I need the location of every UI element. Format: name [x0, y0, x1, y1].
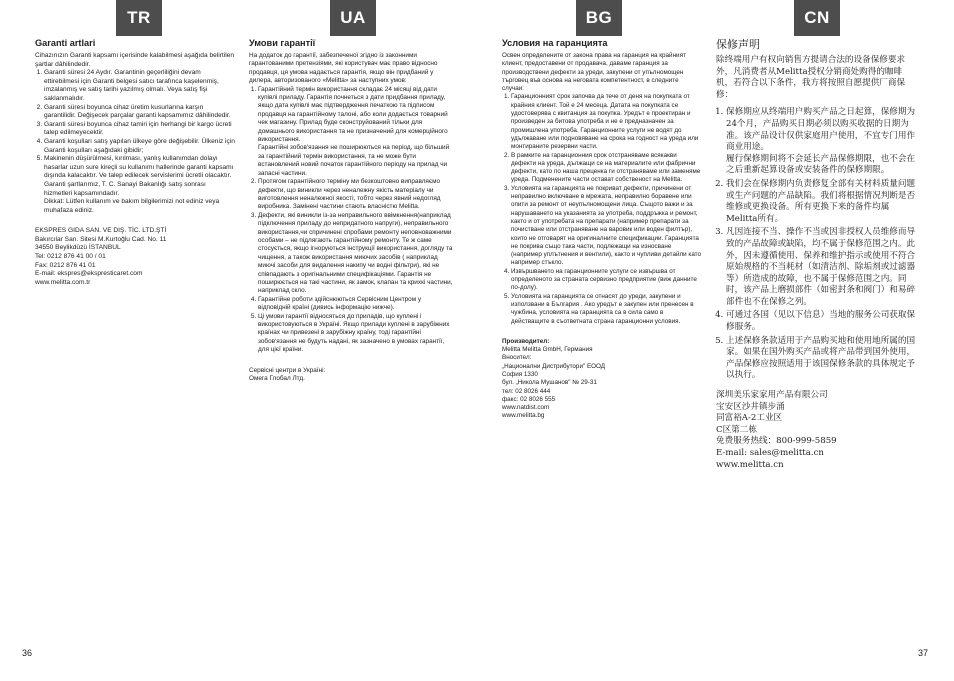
ua-service-name: Омега Глобал Лтд. [249, 375, 305, 383]
tr-intro: Cihazınızın Garanti kapsamı içerisinde kalabilmesi aşağıda belirtilen şartlar dâhilindedir. [35, 52, 235, 68]
cn-contact-line: 免费服务热线：800-999-5859 [716, 436, 837, 447]
ua-intro: На додаток до гарантії, забезпеченої згідно із законними гарантованими претензіями, які користувач має право відносно продавця, ця умова надається гарантія, якщо він придбаний у дилера, авторизованого «Melitta» за наступних умов: [249, 52, 438, 85]
bg-contact-line: факс: 02 8026 555 [502, 395, 556, 403]
cn-column [716, 38, 916, 471]
ua-service-label: Сервісні центри в Україні: [249, 366, 326, 374]
bg-producer-label: Производител: [502, 337, 550, 345]
list-item: 2. 我们会在保修期内负责修复全部有关材料质量问题或生产问题的产品缺陷。我们将根据情况判断是否维修或更换设备。所有更换下来的备件均属Melitta所有。 [726, 179, 916, 225]
list-item: 1. Гаранционният срок започва да тече от деня на покупката от крайния клиент. Той е 24 месеца. Датата на покупката се удостоверява с квитанция за покупка. Уредът е проектиран и произведен за битова употреба и не е предназначен за промишлена употреба. Гаранционните услуги не водят до удължаване или подновяване на срока на годност на уреда или монтираните резервни части. [511, 93, 702, 151]
tr-contact-line: EKSPRES GIDA SAN. VE DIŞ. TİC. LTD.ŞTİ [35, 227, 167, 235]
page-number-right: 37 [918, 648, 929, 658]
list-item: 4. Garanti koşulları satış yapılan ülkeye göre değişebilir. Ülkeniz için Garanti koşulları aşağıdaki gibidir; [44, 138, 235, 155]
cn-contact-line: 深圳美乐家家用产品有限公司 [716, 390, 828, 401]
tr-list [35, 69, 235, 181]
cn-contact-line: 宝安区沙井镇步涌 [716, 401, 785, 412]
bg-intro: Освен определените от закона права на гаранция на крайният клиент, предоставени от продавача, даваме гаранция за производствени дефекти за уреди, закупени от упълномощен търговец във основа на неговата компетентност, в следните случаи: [502, 52, 686, 93]
bg-importer-label: Вносител: [502, 354, 532, 362]
tr-column [35, 38, 235, 287]
list-item: 2. В рамките на гаранционния срок отстраняваме всякакви дефекти на уреда, дължащи се на материалите или фабрични дефекти, като по наша преценка ги отстраняваме или заменяме уреда. Подменените части остават собственост на Melitta. [511, 152, 702, 185]
tab-tr: TR [116, 0, 162, 36]
tab-cn: CN [794, 0, 840, 36]
list-item: 5. Условията на гаранцията се отнасят до уреди, закупени и използвани в България . Ако уредът е закупен или пренесен в чужбина, условията на гаранцията са в сила само в действащите в съответната страна гаранционни условия. [511, 293, 702, 326]
tr-contact-line: Tel: 0212 876 41 00 / 01 [35, 253, 106, 261]
list-item [726, 107, 916, 177]
cn-intro: 除终端用户有权向销售方提请合法的设备保修要求外，凡消费者从Melitta授权分销商处购得的咖啡机，若符合以下条件，我方将按照自愿提供厂商保修： [716, 55, 906, 100]
tr-contact-line: E-mail: ekspres@ekspresticaret.com [35, 270, 143, 278]
list-item: 5. 上述保修条款适用于产品购买地和使用地所属的国家。如果在国外购买产品或将产品带到国外使用，产品保修应按照适用于该国保修条款的具体规定予以执行。 [726, 336, 916, 382]
list-item: 3. 凡因连接不当、操作不当或因非授权人员维修而导致的产品故障或缺陷，均不属于保修范围之内。此外，因未遵循使用、保养和维护指示或使用不符合原始规格的不当耗材（如清洁剂、除垢剂或过滤器等）所造成的故障，也不属于保修范围之内。同时，该产品上磨损部件（如密封条和阀门）和易碎部件也不在保修之列。 [726, 227, 916, 308]
tab-bg: BG [576, 0, 622, 36]
tr-contact-line: Fax: 0212 876 41 01 [35, 261, 96, 269]
list-item: 4. Извършването на гаранционните услуги се извършва от определеното за страната сервизно предприятие (виж данните по-долу). [511, 268, 702, 293]
bg-list [502, 93, 702, 325]
cn-item-1b: 履行保修期间将不会延长产品保修期限，也不会在之后重新起算设备或安装备件的保修期限。 [726, 153, 916, 176]
bg-title: Условия на гаранцията [502, 38, 608, 48]
list-item: 3. Дефекти, які виникли із-за неправильного ввімкнення(наприклад підключення приладу до непридатного напруги), неправильного використання,чи спричинені спробами ремонту неповноважними особами – не підлягають гарантійному ремонту. Те ж саме стосується, якщо ігноруються інструкції використання, догляду та чищення, а також використання миючих засобів ( наприклад миючі засоби для видалення накипу чи водні фільтри), які не співпадають з оригінальними специфікаціями. Гарантія не поширюється на такі частини, як замок, клапан та крихкі частини, наприклад скло. [258, 212, 453, 296]
cn-item-1: 保修期应从终端用户购买产品之日起算，保修期为24个月，产品购买日期必须以购买收据的日期为准。该产品设计仅供家庭用户使用，不宜专门用作商业用途。 [726, 107, 916, 153]
list-item: 1. Гарантійний термін використання складає 24 місяці від дати купівлі приладу. Гарантія почнеться з дати придбання приладу, якщо дата купівлі має підтвердження печаткою та підписом продавця на гарантійному талоні, або коли додається товарний чек магазину. Прилад буде сконструйований тільки для домашнього використання та не призначений для комерційного використання. Гарантійні зобов'язання не поширюються на період, що більший за гарантійний термін використання, та не може бути встановлений новий початок гарантійного періоду на прилад чи запасні частини. [258, 86, 453, 178]
cn-contact-line: 同富裕A-2工业区 [716, 413, 783, 424]
bg-contact-line: www.melitta.bg [502, 412, 545, 420]
cn-contact-line: C区第二栋 [716, 424, 757, 435]
bg-contact-line: www.natdist.com [502, 404, 550, 412]
bg-producer: Melitta Melitta GmbH, Германия [502, 346, 593, 354]
list-item: 2. Протягом гарантійного терміну ми безкоштовно виправляємо дефекти, що виникли через неналежну якість матеріалу чи виготовлення неналежної якості, тобто через явний недогляд виробника. Замінені частини стають власністю Melitta. [258, 178, 453, 212]
tab-ua: UA [330, 0, 376, 36]
ua-column [249, 38, 453, 383]
list-item: 5. Ці умови гарантії відносяться до приладів, що куплені і використовуються в Україні. Якщо прилади куплені в зарубіжних країнах чи привезені в зарубіжну країну, тоді гарантійні зобов'язання не будуть надані, як зазначено в умовах гарантії, для цієї країни. [258, 313, 453, 355]
list-item: 4. 可通过各国（见以下信息）当地的服务公司获取保修服务。 [726, 310, 916, 333]
cn-contact-line: www.melitta.cn [716, 459, 784, 470]
tr-contact-line: Bakırcılar San. Sitesi M.Kurtoğlu Cad. No. 11 [35, 235, 167, 243]
cn-title: 保修声明 [716, 38, 760, 51]
tr-warning: Dikkat: Lütfen kullanım ve bakım bilgilerimizi not ediniz veya muhafaza ediniz. [44, 198, 220, 214]
bg-contact-line: тел: 02 8026 444 [502, 387, 551, 395]
list-item: 1. Garanti süresi 24 Aydır. Garantinin geçerliliğini devam ettirebilmesi için Garanti belgesi satıcı tarafınca kaşelenmiş, imzalanmış ve satış tarihi yazılmış olmalı. Veya satış fişi saklanmalıdır. [44, 69, 235, 103]
bg-contact-line: „Национални Дистрибутори" ЕООД [502, 362, 606, 370]
bg-column [502, 38, 702, 421]
tr-contact-line: 34550 Beylikdüzü İSTANBUL [35, 244, 121, 252]
list-item: 3. Garanti süresi boyunca cihaz tamiri için herhangi bir kargo ücreti talep edilmeyecektir. [44, 121, 235, 138]
bg-contact-line: бул. „Никола Мушанов" № 29-31 [502, 379, 597, 387]
bg-contact-line: София 1330 [502, 370, 538, 378]
list-item: 5. Makinenin düşürülmesi, kırılması, yanlış kullanımdan dolayı hasarlar uzun sure kireçli su kullanımı hallerinde garanti kapsamı dışında kalacaktır. Ve talep edilecek servislerimi ücretli olacaktır. [44, 155, 235, 181]
cn-list [716, 107, 916, 382]
tr-note: Garanti şartlarımız, T. C. Sanayi Bakanlığı satış sonrası hizmetleri kapsamındadır. [44, 180, 206, 197]
list-item: 2. Garanti süresi boyunca cihaz üretim kusurlarına karşın garantilidir. Değişecek parçalar garanti kapsamımız dâhilindedir. [44, 104, 235, 121]
tr-title: Garanti artlari [35, 38, 96, 48]
ua-list [249, 86, 453, 355]
ua-title: Умови гарантії [249, 38, 316, 48]
list-item: 4. Гарантійне роботи здійснюються Сервісним Центром у відповідній країні (дивись інформацію нижче). [258, 296, 453, 313]
page-number-left: 36 [22, 648, 33, 658]
cn-contact-line: E-mail: sales@melitta.cn [716, 448, 824, 458]
tr-contact-line: www.melitta.com.tr [35, 278, 91, 286]
list-item: 3. Условията на гаранцията не покриват дефекти, причинени от неправилно включване в мрежата, неправилно боравене или опити за ремонт от неупълномощени лица. Същото важи и за нарушаването на указанията за употреба, поддръжка и ремонт, както и от употребата на препарати (например препарати за почистване или отстраняване на варовик или воден филтър), които не отговарят на оригиналните спецификации. Гаранцията не покрива също така части, подлежащи на износване (например уплътнения и вентили), както и чупливи детайли като например стъкло. [511, 185, 702, 268]
